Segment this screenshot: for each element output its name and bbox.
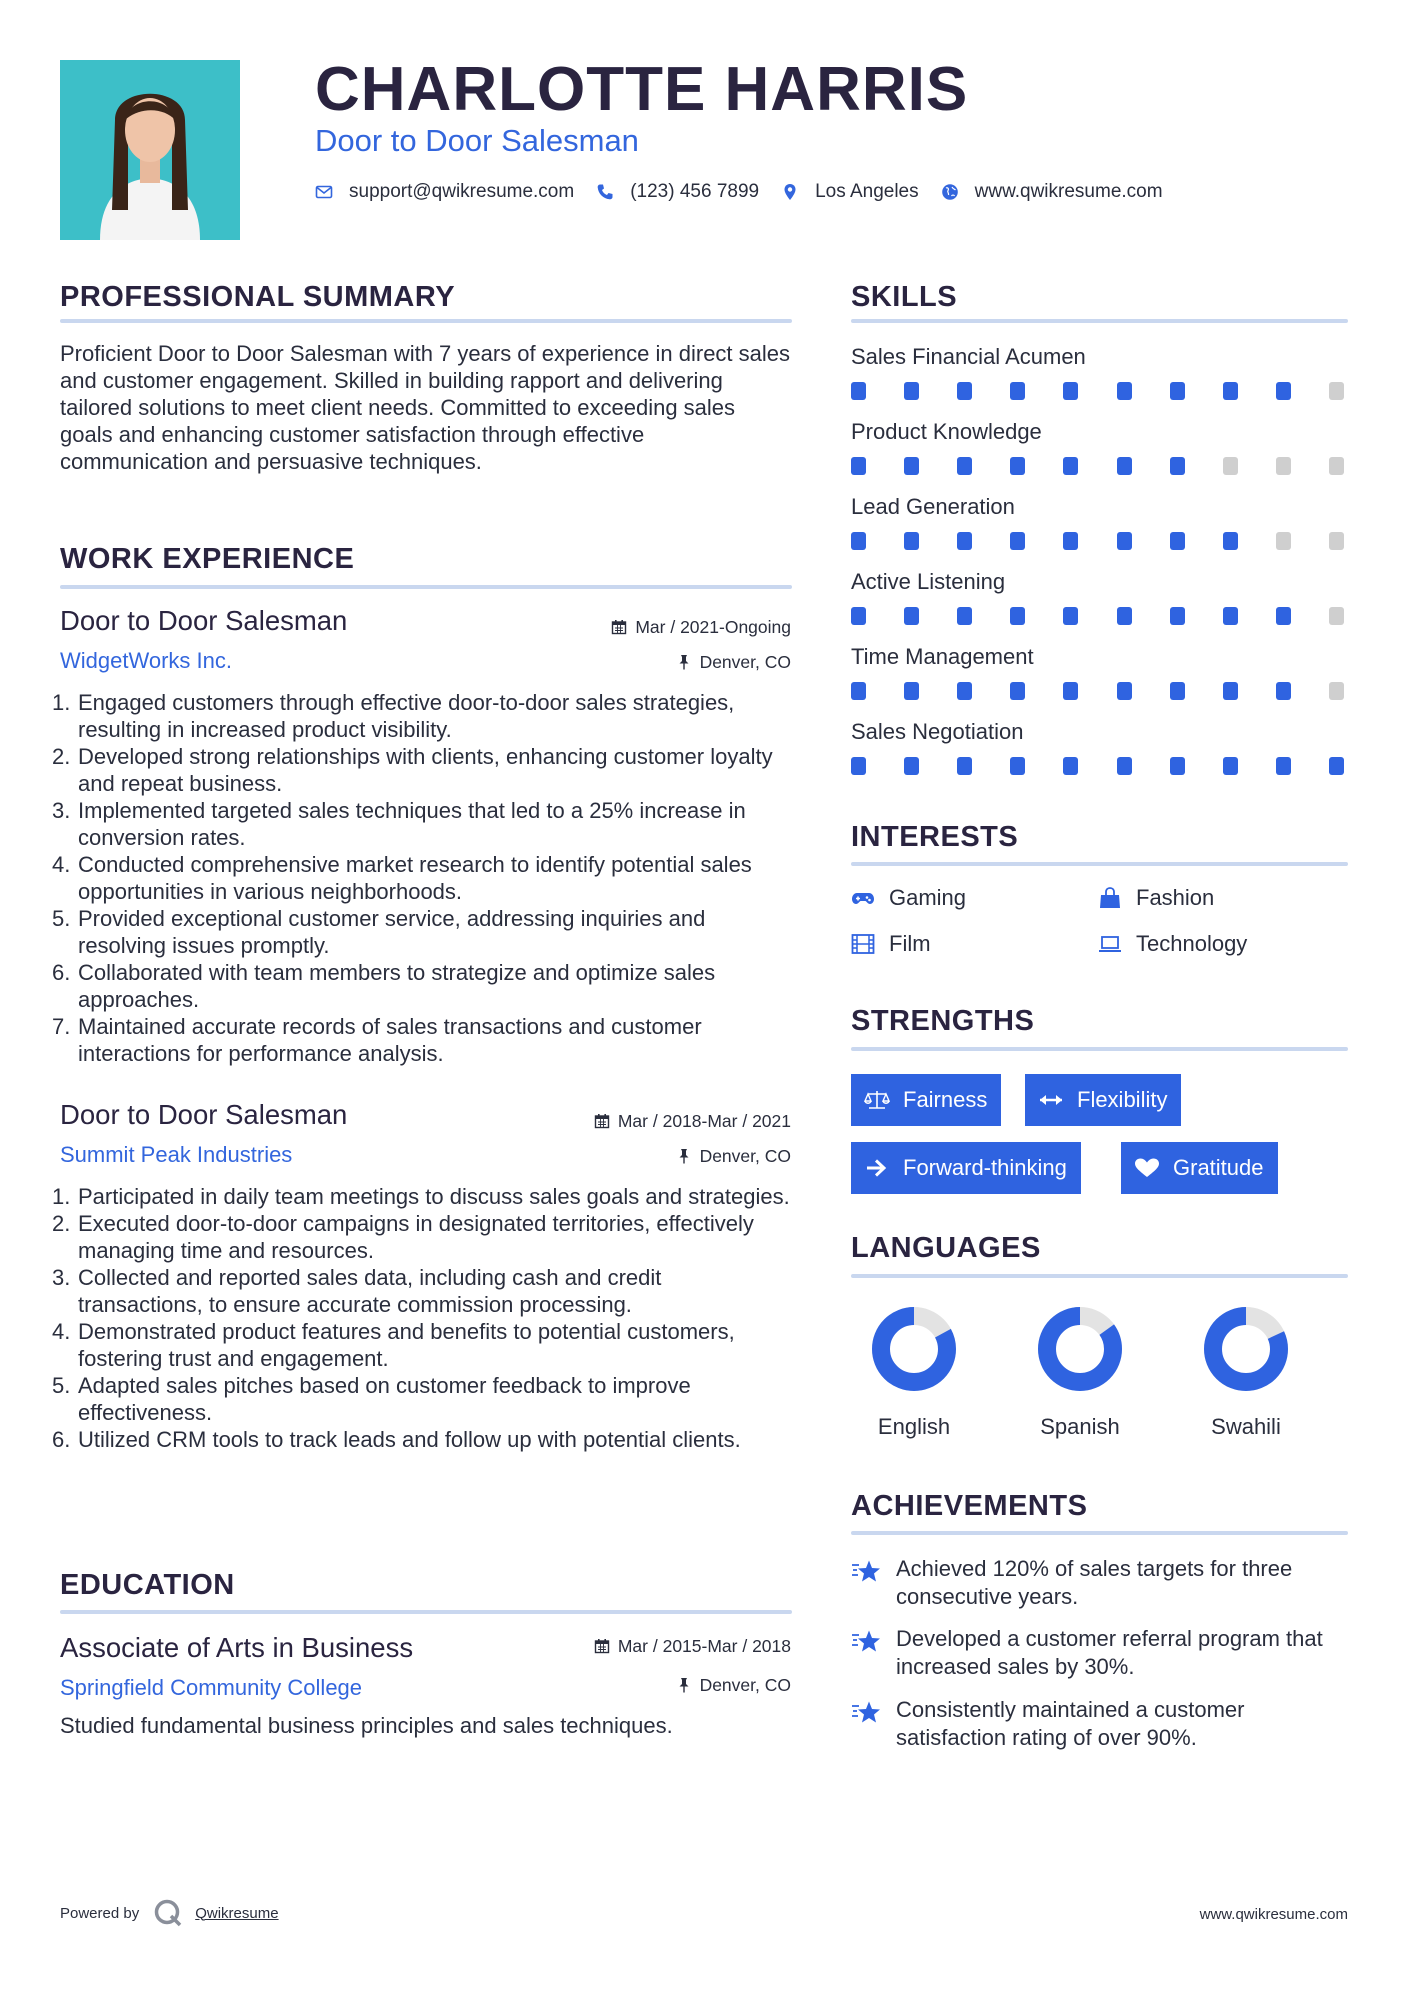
achievements-heading: ACHIEVEMENTS [851, 1490, 1088, 1522]
arrows-horizontal-icon [1038, 1089, 1064, 1111]
strength-forward-thinking-label: Forward-thinking [903, 1155, 1067, 1180]
interest-film-label: Film [889, 931, 931, 956]
bullet-text: Adapted sales pitches based on customer feedback to improve effectiveness. [78, 1373, 691, 1425]
arrow-right-icon [864, 1157, 890, 1179]
skill-dot [1063, 607, 1078, 625]
balance-scale-icon [864, 1089, 890, 1111]
bullet-text: Implemented targeted sales techniques that led to a 25% increase in conversion rates. [78, 798, 746, 850]
bullet-text: Utilized CRM tools to track leads and follow up with potential clients. [78, 1427, 741, 1452]
skill-3-name: Lead Generation [851, 494, 1015, 519]
skill-dot [1170, 532, 1185, 550]
skill-dot [1010, 457, 1025, 475]
language-spanish-label: Spanish [1040, 1414, 1120, 1439]
bullet-number: 5. [52, 1373, 71, 1398]
contact-email[interactable] [315, 181, 574, 203]
profile-photo-image [60, 60, 240, 240]
job-1-location-text: Denver, CO [699, 652, 791, 672]
skill-dot [1117, 382, 1132, 400]
language-swahili [1182, 1305, 1302, 1445]
candidate-role: Door to Door Salesman [315, 123, 639, 158]
experience-heading: WORK EXPERIENCE [60, 543, 355, 575]
skill-dot [957, 757, 972, 775]
strength-gratitude [1121, 1142, 1278, 1194]
skill-dot [851, 457, 866, 475]
skill-dot [851, 607, 866, 625]
achievement-3-text: Consistently maintained a customer satisfaction rating of over 90%. [896, 1697, 1245, 1750]
bullet-number: 6. [52, 960, 71, 985]
film-icon [851, 933, 875, 955]
bullet-text: Provided exceptional customer service, addressing inquiries and resolving issues promptly. [78, 906, 706, 958]
interest-gaming-label: Gaming [889, 885, 967, 910]
skill-dot [1117, 607, 1132, 625]
strengths-heading: STRENGTHS [851, 1005, 1035, 1037]
skill-2-name: Product Knowledge [851, 419, 1042, 444]
contact-location [781, 181, 919, 203]
job-1-bullets [52, 689, 792, 1067]
experience-divider [60, 585, 792, 589]
skill-dot [1329, 607, 1344, 625]
education-school[interactable]: Springfield Community College [60, 1675, 363, 1700]
skill-dot [1223, 757, 1238, 775]
skill-dot [1063, 382, 1078, 400]
gamepad-icon [851, 887, 875, 909]
bullet-item [52, 1318, 792, 1372]
skill-dot [1010, 757, 1025, 775]
bullet-item [52, 1183, 792, 1210]
skill-dot [851, 757, 866, 775]
skill-dot [1329, 757, 1344, 775]
strength-forward-thinking [851, 1142, 1081, 1194]
qwikresume-logo-icon [153, 1898, 183, 1928]
skills-heading: SKILLS [851, 281, 958, 313]
job-2-location [676, 1145, 791, 1167]
star-icon [851, 1700, 883, 1726]
bullet-text: Collaborated with team members to strategize and optimize sales approaches. [78, 960, 716, 1012]
summary-text: Proficient Door to Door Salesman with 7 years of experience in direct sales and customer engagement. Skilled in building rapport and delivering tailored solutions to meet client needs. Committed to exceeding sales goals and enhancing customer satisfaction through effective communication and persuasive techniques. [60, 341, 791, 474]
envelope-icon [315, 183, 333, 201]
skill-dot [1276, 457, 1291, 475]
footer-powered-by [60, 1898, 279, 1928]
skill-dot [1117, 682, 1132, 700]
skill-2-rating [851, 457, 1350, 475]
qwikresume-link[interactable]: Qwikresume [195, 1904, 279, 1922]
bullet-text: Developed strong relationships with clients, enhancing customer loyalty and repeat business. [78, 744, 773, 796]
star-icon [851, 1559, 883, 1585]
job-1-dates-text: Mar / 2021-Ongoing [635, 617, 791, 637]
skill-dot [1223, 682, 1238, 700]
job-1-company[interactable]: WidgetWorks Inc. [60, 648, 232, 673]
skill-4-rating [851, 607, 1350, 625]
bullet-number: 3. [52, 798, 71, 823]
shopping-bag-icon [1098, 887, 1122, 909]
contact-phone-text: (123) 456 7899 [630, 181, 760, 202]
interests-divider [851, 862, 1348, 866]
map-marker-icon [781, 183, 799, 201]
skill-dot [1063, 682, 1078, 700]
bullet-item [52, 1210, 792, 1264]
skill-5-name: Time Management [851, 644, 1034, 669]
bullet-number: 4. [52, 1319, 71, 1344]
interest-technology [1098, 930, 1247, 957]
education-dates [594, 1635, 791, 1657]
skill-dot [1276, 682, 1291, 700]
skill-dot [1063, 457, 1078, 475]
skill-6-rating [851, 757, 1350, 775]
skill-dot [957, 532, 972, 550]
job-1-title: Door to Door Salesman [60, 605, 348, 636]
education-divider [60, 1610, 792, 1614]
contact-email-text: support@qwikresume.com [349, 181, 575, 202]
skill-dot [1276, 607, 1291, 625]
language-english-ring [870, 1305, 958, 1393]
calendar-icon [594, 1113, 610, 1129]
skill-dot [1117, 457, 1132, 475]
interest-gaming [851, 884, 966, 911]
powered-by-text: Powered by [60, 1904, 140, 1922]
bullet-item [52, 689, 792, 743]
skill-dot [1170, 682, 1185, 700]
job-2-bullets [52, 1183, 792, 1453]
education-description: Studied fundamental business principles and sales techniques. [60, 1713, 673, 1738]
skill-dot [1010, 607, 1025, 625]
bullet-text: Conducted comprehensive market research to identify potential sales opportunities in various neighborhoods. [78, 852, 752, 904]
bullet-number: 7. [52, 1014, 71, 1039]
pin-icon [676, 1677, 692, 1693]
job-2-company[interactable]: Summit Peak Industries [60, 1142, 293, 1167]
strength-fairness [851, 1074, 1001, 1126]
education-dates-text: Mar / 2015-Mar / 2018 [617, 1636, 791, 1656]
language-english-label: English [877, 1414, 951, 1439]
skill-dot [957, 607, 972, 625]
bullet-number: 5. [52, 906, 71, 931]
bullet-text: Collected and reported sales data, including cash and credit transactions, to ensure accurate commission processing. [78, 1265, 662, 1317]
job-2-dates [594, 1110, 791, 1132]
contact-location-text: Los Angeles [815, 181, 919, 202]
interest-fashion-label: Fashion [1136, 885, 1215, 910]
summary-heading: PROFESSIONAL SUMMARY [60, 281, 456, 313]
bullet-number: 6. [52, 1427, 71, 1452]
footer-url[interactable]: www.qwikresume.com [1199, 1906, 1348, 1923]
calendar-icon [611, 619, 627, 635]
skill-dot [1170, 382, 1185, 400]
skill-dot [1223, 607, 1238, 625]
bullet-number: 1. [52, 1184, 71, 1209]
skill-6-name: Sales Negotiation [851, 719, 1024, 744]
skill-dot [1329, 382, 1344, 400]
skill-dot [1223, 457, 1238, 475]
bullet-number: 2. [52, 1211, 71, 1236]
globe-icon [941, 183, 959, 201]
education-location [676, 1674, 791, 1696]
summary-divider [60, 319, 792, 323]
skill-dot [904, 457, 919, 475]
contact-bar [315, 178, 1185, 206]
phone-icon [596, 183, 614, 201]
contact-website-text: www.qwikresume.com [974, 181, 1163, 202]
strengths-divider [851, 1047, 1348, 1051]
bullet-item [52, 851, 792, 905]
skill-dot [1329, 682, 1344, 700]
bullet-item [52, 1013, 792, 1067]
skill-dot [851, 532, 866, 550]
bullet-number: 2. [52, 744, 71, 769]
skill-dot [1010, 532, 1025, 550]
skill-1-rating [851, 382, 1350, 400]
bullet-text: Engaged customers through effective door-to-door sales strategies, resulting in increased product visibility. [78, 690, 735, 742]
skill-dot [957, 382, 972, 400]
job-1-location [676, 651, 791, 673]
skill-dot [1170, 757, 1185, 775]
skill-dot [1329, 532, 1344, 550]
bullet-number: 1. [52, 690, 71, 715]
achievement-1-text: Achieved 120% of sales targets for three consecutive years. [896, 1556, 1293, 1609]
language-english [850, 1305, 970, 1445]
laptop-icon [1098, 933, 1122, 955]
bullet-text: Participated in daily team meetings to discuss sales goals and strategies. [78, 1184, 790, 1209]
bullet-item [52, 797, 792, 851]
skill-dot [1063, 532, 1078, 550]
interests-heading: INTERESTS [851, 821, 1019, 853]
strength-flexibility [1025, 1074, 1181, 1126]
skill-dot [1010, 382, 1025, 400]
skill-dot [1117, 532, 1132, 550]
job-2-title: Door to Door Salesman [60, 1099, 348, 1130]
skill-3-rating [851, 532, 1350, 550]
star-icon [851, 1629, 883, 1655]
pin-icon [676, 1148, 692, 1164]
languages-divider [851, 1274, 1348, 1278]
skill-dot [1223, 382, 1238, 400]
strength-flexibility-label: Flexibility [1077, 1087, 1168, 1112]
skill-dot [1276, 532, 1291, 550]
candidate-name: CHARLOTTE HARRIS [315, 55, 969, 124]
skills-divider [851, 319, 1348, 323]
skill-dot [957, 457, 972, 475]
skill-dot [1276, 382, 1291, 400]
bullet-text: Maintained accurate records of sales transactions and customer interactions for performance analysis. [78, 1014, 702, 1066]
interest-technology-label: Technology [1136, 931, 1248, 956]
education-degree: Associate of Arts in Business [60, 1632, 414, 1663]
skill-1-name: Sales Financial Acumen [851, 344, 1086, 369]
job-2-location-text: Denver, CO [699, 1146, 791, 1166]
bullet-item [52, 1264, 792, 1318]
skill-dot [1063, 757, 1078, 775]
interest-film [851, 930, 931, 957]
skill-dot [851, 682, 866, 700]
skill-dot [904, 607, 919, 625]
language-swahili-ring [1202, 1305, 1290, 1393]
skill-dot [1170, 457, 1185, 475]
skill-dot [1223, 532, 1238, 550]
heart-icon [1134, 1157, 1160, 1179]
bullet-text: Demonstrated product features and benefits to potential customers, fostering trust and engagement. [78, 1319, 735, 1371]
bullet-item [52, 959, 792, 1013]
bullet-item [52, 1426, 792, 1453]
contact-website[interactable] [941, 181, 1163, 203]
education-location-text: Denver, CO [699, 1675, 791, 1695]
calendar-icon [594, 1638, 610, 1654]
language-spanish-ring [1036, 1305, 1124, 1393]
achievements-divider [851, 1531, 1348, 1535]
language-spanish [1016, 1305, 1136, 1445]
bullet-item [52, 743, 792, 797]
languages-heading: LANGUAGES [851, 1232, 1041, 1264]
contact-phone[interactable] [596, 181, 759, 203]
skill-dot [1010, 682, 1025, 700]
skill-dot [1117, 757, 1132, 775]
bullet-item [52, 905, 792, 959]
pin-icon [676, 654, 692, 670]
interest-fashion [1098, 884, 1214, 911]
bullet-text: Executed door-to-door campaigns in designated territories, effectively managing time and resources. [78, 1211, 754, 1263]
skill-dot [904, 532, 919, 550]
job-2-dates-text: Mar / 2018-Mar / 2021 [617, 1111, 791, 1131]
skill-dot [904, 682, 919, 700]
skill-dot [851, 382, 866, 400]
language-swahili-label: Swahili [1211, 1414, 1281, 1439]
bullet-number: 3. [52, 1265, 71, 1290]
education-heading: EDUCATION [60, 1569, 235, 1601]
skill-dot [1276, 757, 1291, 775]
skill-dot [904, 757, 919, 775]
achievement-2-text: Developed a customer referral program that increased sales by 30%. [896, 1626, 1323, 1679]
bullet-number: 4. [52, 852, 71, 877]
bullet-item [52, 1372, 792, 1426]
skill-dot [957, 682, 972, 700]
profile-photo [60, 60, 240, 240]
strength-gratitude-label: Gratitude [1173, 1155, 1264, 1180]
job-1-dates [611, 616, 791, 638]
skill-5-rating [851, 682, 1350, 700]
skill-4-name: Active Listening [851, 569, 1006, 594]
skill-dot [904, 382, 919, 400]
strength-fairness-label: Fairness [903, 1087, 988, 1112]
skill-dot [1329, 457, 1344, 475]
skill-dot [1170, 607, 1185, 625]
